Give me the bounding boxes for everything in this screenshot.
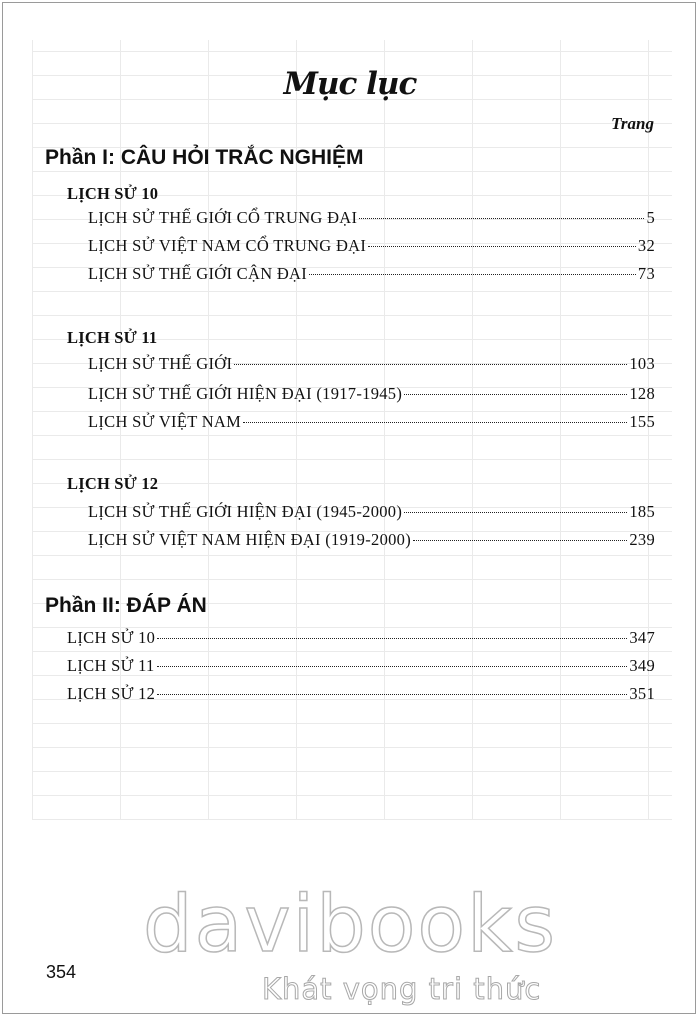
toc-entry-page: 73 bbox=[637, 264, 655, 283]
dot-leader bbox=[243, 422, 627, 423]
toc-entry-page: 347 bbox=[629, 628, 655, 647]
toc-entry-page: 103 bbox=[629, 354, 655, 373]
section-heading-history-10: LỊCH SỬ 10 bbox=[67, 184, 159, 203]
toc-entry-page: 32 bbox=[637, 236, 655, 255]
toc-entry-page: 185 bbox=[629, 502, 655, 521]
toc-entry-label: LỊCH SỬ 11 bbox=[67, 656, 155, 675]
toc-entry-page: 351 bbox=[629, 684, 655, 703]
dot-leader bbox=[368, 246, 636, 247]
section-heading-history-12: LỊCH SỬ 12 bbox=[67, 474, 159, 493]
dot-leader bbox=[404, 394, 627, 395]
toc-entry-label: LỊCH SỬ THẾ GIỚI bbox=[88, 354, 233, 373]
toc-entry[interactable] bbox=[88, 208, 655, 230]
toc-entry[interactable] bbox=[88, 412, 655, 434]
toc-entry-page: 239 bbox=[629, 530, 655, 549]
toc-entry-label: LỊCH SỬ THẾ GIỚI CỔ TRUNG ĐẠI bbox=[88, 208, 358, 227]
watermark-slogan: Khát vọng tri thức bbox=[262, 972, 542, 1006]
toc-entry[interactable] bbox=[67, 628, 655, 650]
watermark-brand: davibooks bbox=[143, 880, 557, 970]
toc-entry[interactable] bbox=[88, 236, 655, 258]
dot-leader bbox=[157, 694, 627, 695]
toc-entry[interactable] bbox=[88, 264, 655, 286]
part-2-heading: Phần II: ĐÁP ÁN bbox=[45, 594, 207, 617]
dot-leader bbox=[157, 638, 627, 639]
page-number: 354 bbox=[46, 962, 77, 982]
toc-entry-page: 155 bbox=[629, 412, 655, 431]
toc-entry-label: LỊCH SỬ VIỆT NAM HIỆN ĐẠI (1919-2000) bbox=[88, 530, 412, 549]
dot-leader bbox=[157, 666, 628, 667]
toc-entry[interactable] bbox=[88, 502, 655, 524]
toc-entry[interactable] bbox=[88, 384, 655, 406]
section-heading-history-11: LỊCH SỬ 11 bbox=[67, 328, 158, 347]
toc-entry[interactable] bbox=[67, 656, 655, 678]
toc-entry-page: 128 bbox=[629, 384, 655, 403]
dot-leader bbox=[359, 218, 644, 219]
toc-entry-page: 5 bbox=[646, 208, 655, 227]
toc-entry-label: LỊCH SỬ 10 bbox=[67, 628, 156, 647]
toc-entry-label: LỊCH SỬ 12 bbox=[67, 684, 156, 703]
toc-entry-page: 349 bbox=[629, 656, 655, 675]
toc-entry-label: LỊCH SỬ THẾ GIỚI HIỆN ĐẠI (1945-2000) bbox=[88, 502, 403, 521]
toc-entry[interactable] bbox=[88, 354, 655, 376]
part-1-heading: Phần I: CÂU HỎI TRẮC NGHIỆM bbox=[45, 146, 364, 169]
dot-leader bbox=[309, 274, 636, 275]
toc-entry-label: LỊCH SỬ THẾ GIỚI HIỆN ĐẠI (1917-1945) bbox=[88, 384, 403, 403]
dot-leader bbox=[404, 512, 627, 513]
toc-entry[interactable] bbox=[67, 684, 655, 706]
toc-entry-label: LỊCH SỬ VIỆT NAM CỔ TRUNG ĐẠI bbox=[88, 236, 367, 255]
dot-leader bbox=[234, 364, 627, 365]
toc-entry-label: LỊCH SỬ THẾ GIỚI CẬN ĐẠI bbox=[88, 264, 308, 283]
dot-leader bbox=[413, 540, 627, 541]
toc-entry-label: LỊCH SỬ VIỆT NAM bbox=[88, 412, 242, 431]
page-column-header: Trang bbox=[611, 114, 654, 133]
toc-title: Mục lục bbox=[283, 66, 417, 102]
toc-entry[interactable] bbox=[88, 530, 655, 552]
